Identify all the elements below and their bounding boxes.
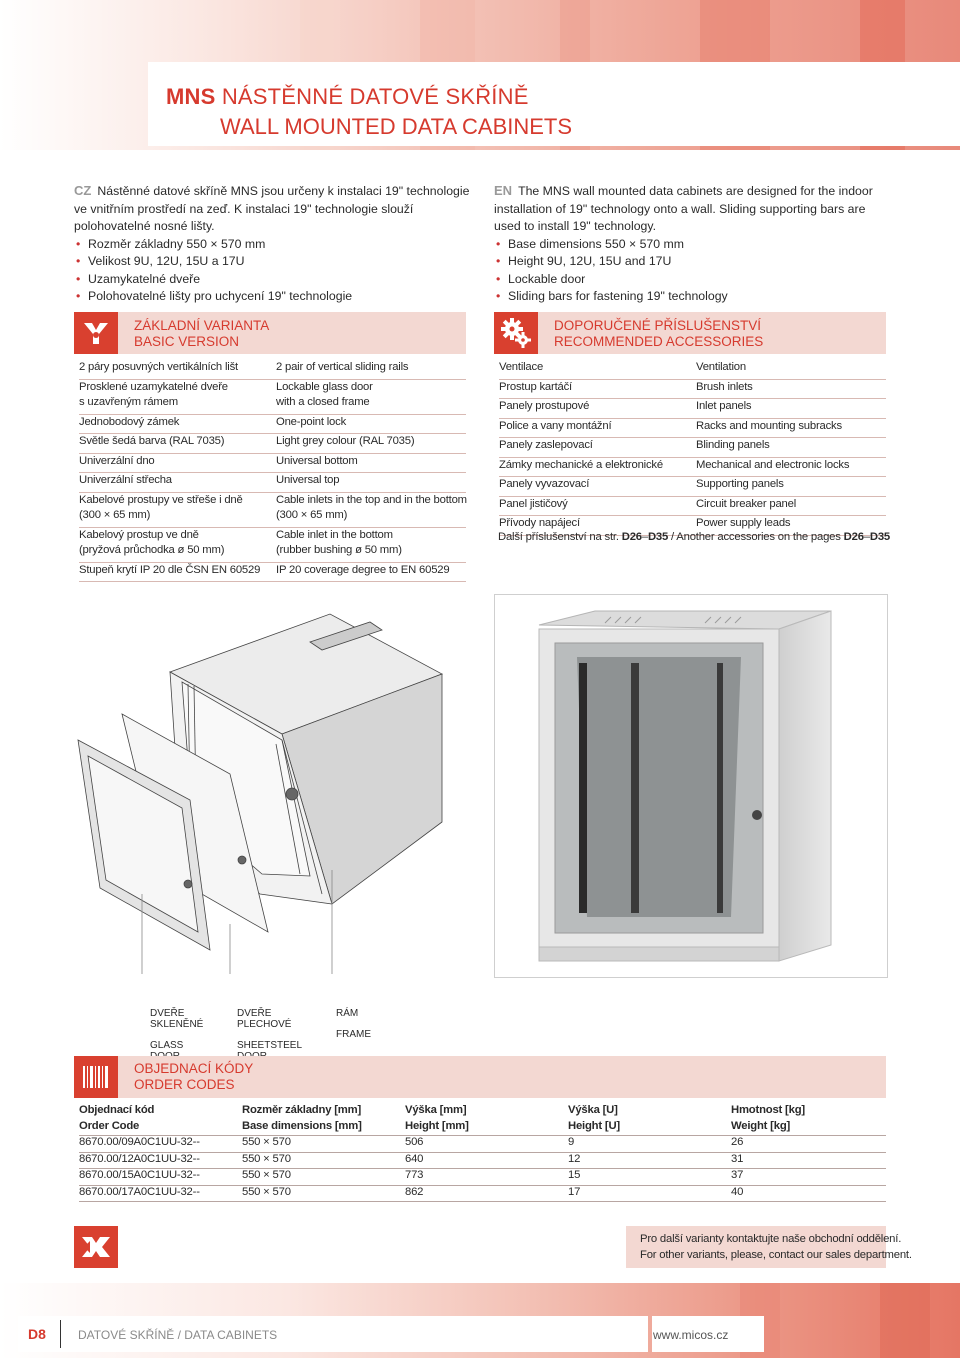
row-label-en: Brush inlets <box>696 380 753 393</box>
table-cell: 8670.00/17A0C1UU-32-- <box>79 1185 242 1202</box>
wrench-tools-icon <box>74 312 118 354</box>
row-label-cz: Panely zaslepovací <box>499 439 593 451</box>
sheet-door-label: DVEŘE PLECHOVÉ SHEETSTEEL <box>237 1008 303 1051</box>
table-cell: 550 × 570 <box>242 1185 405 1202</box>
list-item: • Lockable door <box>494 271 894 289</box>
list-row <box>79 380 466 415</box>
list-row <box>79 360 466 380</box>
accessories-note: Další příslušenství na str. D26–D35 / Another accessories on the pages D26–D35 <box>498 531 890 543</box>
table-cell: Weight [kg] <box>731 1120 886 1136</box>
row-label-en: Inlet panels <box>696 400 752 412</box>
row-label-cz: Stupeň krytí IP 20 dle ČSN EN 60529 <box>79 563 261 576</box>
row-label-cz: Police a vany montážní <box>499 419 612 432</box>
table-cell: 12 <box>568 1152 731 1169</box>
row-label-en: One-point lock <box>276 415 347 428</box>
table-cell: 550 × 570 <box>242 1136 405 1153</box>
footer-url[interactable]: www.micos.cz <box>653 1328 729 1342</box>
table-cell: 8670.00/12A0C1UU-32-- <box>79 1152 242 1169</box>
table-cell: 17 <box>568 1185 731 1202</box>
list-row <box>79 493 466 528</box>
table-cell: Height [U] <box>568 1120 731 1136</box>
list-row <box>79 454 466 474</box>
row-label-cz: Kabelový prostup ve dně (pryžová průchodka ø 50 mm) <box>79 528 225 556</box>
table-cell: Výška [mm] <box>405 1104 467 1116</box>
list-row <box>79 434 466 454</box>
order-table-wrap <box>79 1104 886 1202</box>
row-label-en: Circuit breaker panel <box>696 497 797 510</box>
list-item: • Height 9U, 12U, 15U and 17U <box>494 253 894 271</box>
row-label-cz: Kabelové prostupy ve střeše i dně (300 × 65 mm) <box>79 493 243 521</box>
list-row <box>499 497 886 517</box>
list-row <box>499 360 886 380</box>
contact-text: Pro další varianty kontaktujte naše obchodní oddělení. For other variants, please, contact our sales department. <box>640 1233 912 1261</box>
row-label-cz: Světle šedá barva (RAL 7035) <box>79 435 225 447</box>
list-row <box>79 528 466 563</box>
list-row <box>79 473 466 493</box>
table-cell: 773 <box>405 1169 568 1186</box>
list-row <box>499 438 886 458</box>
lang-tag-en: EN <box>494 183 513 198</box>
row-label-en: Lockable glass door with a closed frame <box>276 380 373 408</box>
row-label-en: Universal top <box>276 474 340 486</box>
list-row <box>499 477 886 497</box>
footer-divider <box>60 1320 61 1348</box>
row-label-cz: Panely prostupové <box>499 400 590 412</box>
arrows-icon <box>74 1226 118 1268</box>
list-item: • Velikost 9U, 12U, 15U a 17U <box>74 253 470 271</box>
page-number: D8 <box>28 1326 46 1342</box>
lang-tag-cz: CZ <box>74 183 92 198</box>
table-cell: 8670.00/15A0C1UU-32-- <box>79 1169 242 1186</box>
table-row <box>79 1185 886 1202</box>
row-label-en: Power supply leads <box>696 517 791 529</box>
row-label-cz: Prostup kartáčí <box>499 380 572 393</box>
row-label-en: Cable inlet in the bottom (rubber bushing ø 50 mm) <box>276 528 402 556</box>
intro-en-text: EN The MNS wall mounted data cabinets are designed for the indoor installation of 19" technology onto a wall. Sliding supporting bars are used to install 19" technology. <box>494 183 873 233</box>
order-table <box>79 1104 886 1202</box>
row-label-en: Blinding panels <box>696 439 770 451</box>
table-cell: 862 <box>405 1185 568 1202</box>
page-title <box>166 84 529 110</box>
table-cell: Height [mm] <box>405 1120 568 1136</box>
glass-door-label: DVEŘE SKLENĚNÉ GLASS <box>150 1008 204 1051</box>
row-label-cz: Prosklené uzamykatelné dveře s uzavřeným rámem <box>79 380 228 408</box>
table-row <box>79 1152 886 1169</box>
row-label-cz: Jednobodový zámek <box>79 415 180 428</box>
brand-name: MNS <box>166 84 216 109</box>
table-row <box>79 1120 886 1136</box>
row-label-cz: Ventilace <box>499 361 544 373</box>
accessories-title: DOPORUČENÉ PŘÍSLUŠENSTVÍ RECOMMENDED ACCESSORIES <box>554 318 764 349</box>
order-title: OBJEDNACÍ KÓDY ORDER CODES <box>134 1061 254 1092</box>
table-cell: 8670.00/09A0C1UU-32-- <box>79 1136 242 1153</box>
list-row <box>499 419 886 439</box>
list-row <box>79 563 466 583</box>
row-label-cz: Panely vyvazovací <box>499 478 590 490</box>
table-cell: Výška [U] <box>568 1104 618 1116</box>
row-label-en: 2 pair of vertical sliding rails <box>276 361 409 373</box>
table-cell: 550 × 570 <box>242 1152 405 1169</box>
row-label-cz: Panel jističový <box>499 497 568 510</box>
intro-en <box>494 182 894 306</box>
table-cell: Base dimensions [mm] <box>242 1120 405 1136</box>
row-label-en: IP 20 coverage degree to EN 60529 <box>276 563 450 576</box>
list-row <box>499 458 886 478</box>
table-cell: 9 <box>568 1136 731 1153</box>
table-cell: Objednací kód <box>79 1104 155 1116</box>
title-en: WALL MOUNTED DATA CABINETS <box>220 114 573 139</box>
list-item: • Rozměr základny 550 × 570 mm <box>74 236 470 254</box>
basic-title: ZÁKLADNÍ VARIANTA BASIC VERSION <box>134 318 270 349</box>
basic-header <box>74 312 466 354</box>
exploded-cabinet-drawing <box>70 594 470 974</box>
table-cell: 31 <box>731 1152 886 1169</box>
table-row <box>79 1169 886 1186</box>
table-row <box>79 1136 886 1153</box>
list-row <box>499 399 886 419</box>
list-item: • Uzamykatelné dveře <box>74 271 470 289</box>
row-label-cz: Zámky mechanické a elektronické <box>499 458 663 471</box>
row-label-en: Ventilation <box>696 361 746 373</box>
table-cell: 40 <box>731 1185 886 1202</box>
gears-icon <box>494 312 538 354</box>
list-item: • Polohovatelné lišty pro uchycení 19" technologie <box>74 288 470 306</box>
row-label-en: Mechanical and electronic locks <box>696 458 850 471</box>
table-cell: 15 <box>568 1169 731 1186</box>
table-row <box>79 1104 886 1120</box>
row-label-cz: Přívody napájecí <box>499 517 580 529</box>
table-cell: Rozměr základny [mm] <box>242 1104 362 1116</box>
table-cell: 37 <box>731 1169 886 1186</box>
table-cell: 640 <box>405 1152 568 1169</box>
table-cell: Hmotnost [kg] <box>731 1104 805 1116</box>
row-label-en: Universal bottom <box>276 454 358 467</box>
frame-label: RÁM FRAME <box>336 1008 371 1040</box>
intro-cz-text: CZ Nástěnné datové skříně MNS jsou určeny k instalaci 19" technologie ve vnitřním prostředí na zeď. K instalaci 19" technologie slouží polohovatelné nosné lišty. <box>74 183 470 233</box>
table-cell: 26 <box>731 1136 886 1153</box>
row-label-cz: 2 páry posuvných vertikálních lišt <box>79 361 238 373</box>
product-photo <box>494 594 888 978</box>
barcode-icon <box>74 1056 118 1098</box>
row-label-en: Light grey colour (RAL 7035) <box>276 435 415 447</box>
row-label-cz: Univerzální dno <box>79 454 155 467</box>
intro-cz <box>74 182 470 306</box>
row-label-cz: Univerzální střecha <box>79 474 172 486</box>
list-item: • Sliding bars for fastening 19" technology <box>494 288 894 306</box>
table-cell: Order Code <box>79 1120 242 1136</box>
row-label-en: Racks and mounting subracks <box>696 419 842 432</box>
list-row <box>79 415 466 435</box>
table-cell: 506 <box>405 1136 568 1153</box>
list-row <box>499 380 886 400</box>
row-label-en: Cable inlets in the top and in the bottom (300 × 65 mm) <box>276 493 467 521</box>
table-cell: 550 × 570 <box>242 1169 405 1186</box>
footer-section: DATOVÉ SKŘÍNĚ / DATA CABINETS <box>78 1328 278 1342</box>
title-cz: NÁSTĚNNÉ DATOVÉ SKŘÍNĚ <box>221 84 529 109</box>
list-item: • Base dimensions 550 × 570 mm <box>494 236 894 254</box>
row-label-en: Supporting panels <box>696 478 784 490</box>
